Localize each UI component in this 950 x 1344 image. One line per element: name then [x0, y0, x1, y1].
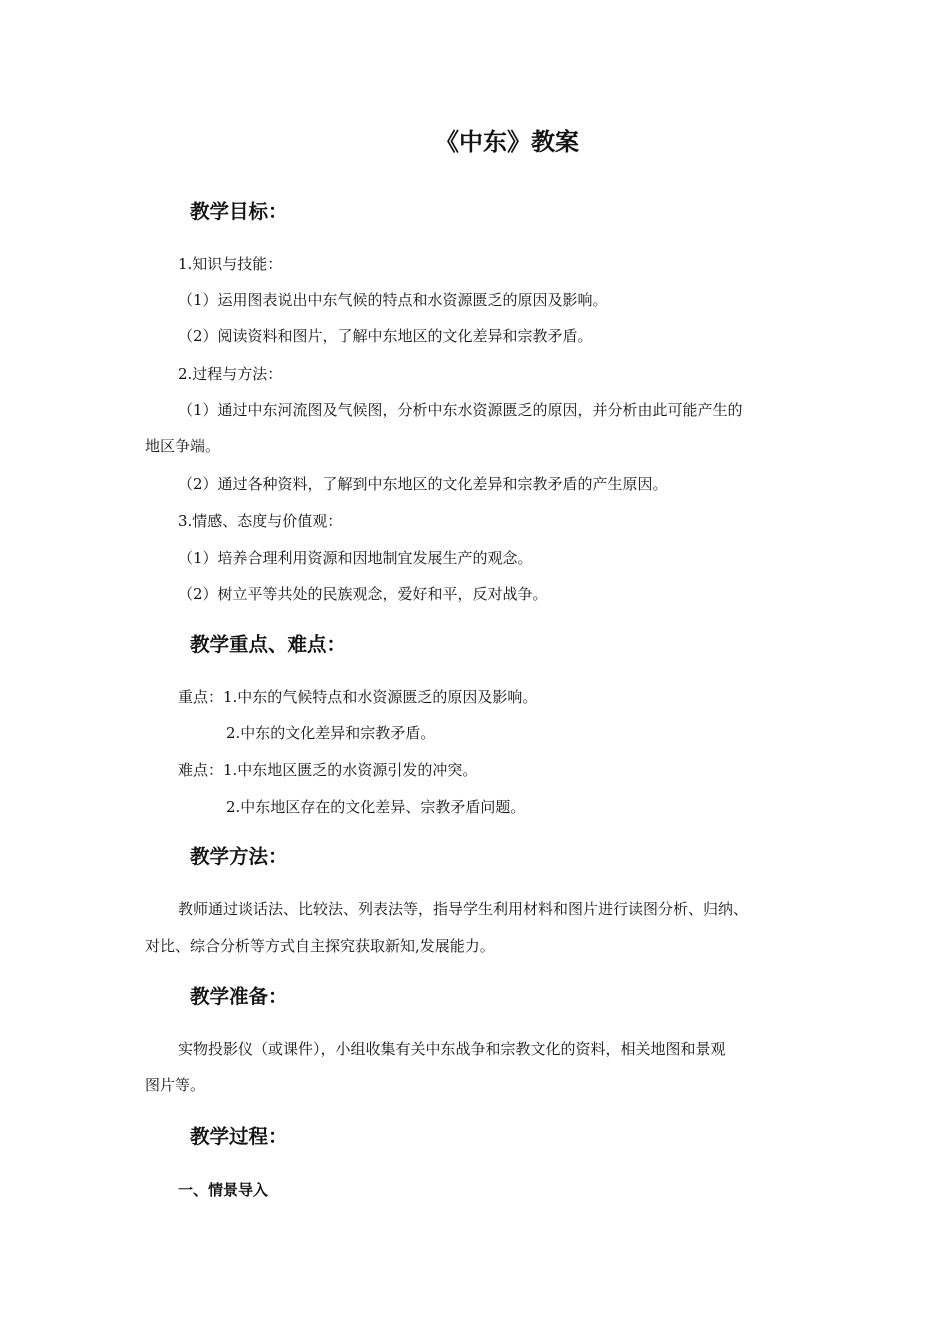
document-title: 《中东》教案	[435, 128, 579, 156]
emotion-item-2: （2）树立平等共处的民族观念，爱好和平，反对战争。	[178, 585, 548, 603]
process-method-title: 2.过程与方法：	[178, 365, 283, 383]
process-heading: 教学过程：	[190, 1125, 288, 1148]
process-item-2: （2）通过各种资料，了解到中东地区的文化差异和宗教矛盾的产生原因。	[178, 475, 668, 493]
knowledge-item-2: （2）阅读资料和图片，了解中东地区的文化差异和宗教矛盾。	[178, 327, 593, 345]
preparation-heading: 教学准备：	[190, 985, 288, 1008]
difficult-point-2: 2.中东地区存在的文化差异、宗教矛盾问题。	[226, 798, 526, 816]
process-item-1-line1: （1）通过中东河流图及气候图，分析中东水资源匮乏的原因，并分析由此可能产生的	[178, 401, 743, 419]
preparation-line-2: 图片等。	[145, 1076, 206, 1094]
objectives-heading: 教学目标：	[190, 200, 288, 223]
methods-heading: 教学方法：	[190, 845, 288, 868]
process-item-1-line2: 地区争端。	[145, 437, 221, 455]
methods-line-1: 教师通过谈话法、比较法、列表法等，指导学生利用材料和图片进行读图分析、归纳、	[178, 900, 749, 918]
emotion-item-1: （1）培养合理利用资源和因地制宜发展生产的观念。	[178, 549, 533, 567]
preparation-line-1: 实物投影仪（或课件），小组收集有关中东战争和宗教文化的资料，相关地图和景观	[178, 1040, 726, 1058]
section-1-heading: 一、情景导入	[178, 1181, 269, 1199]
key-points-heading: 教学重点、难点：	[190, 633, 347, 656]
key-point-2: 2.中东的文化差异和宗教矛盾。	[226, 724, 436, 742]
knowledge-skills-title: 1.知识与技能：	[178, 255, 283, 273]
key-point-1: 重点：1.中东的气候特点和水资源匮乏的原因及影响。	[178, 688, 538, 706]
knowledge-item-1: （1）运用图表说出中东气候的特点和水资源匮乏的原因及影响。	[178, 291, 608, 309]
methods-line-2: 对比、综合分析等方式自主探究获取新知,发展能力。	[145, 937, 495, 955]
difficult-point-1: 难点：1.中东地区匮乏的水资源引发的冲突。	[178, 761, 478, 779]
emotion-attitude-title: 3.情感、态度与价值观：	[178, 512, 343, 530]
